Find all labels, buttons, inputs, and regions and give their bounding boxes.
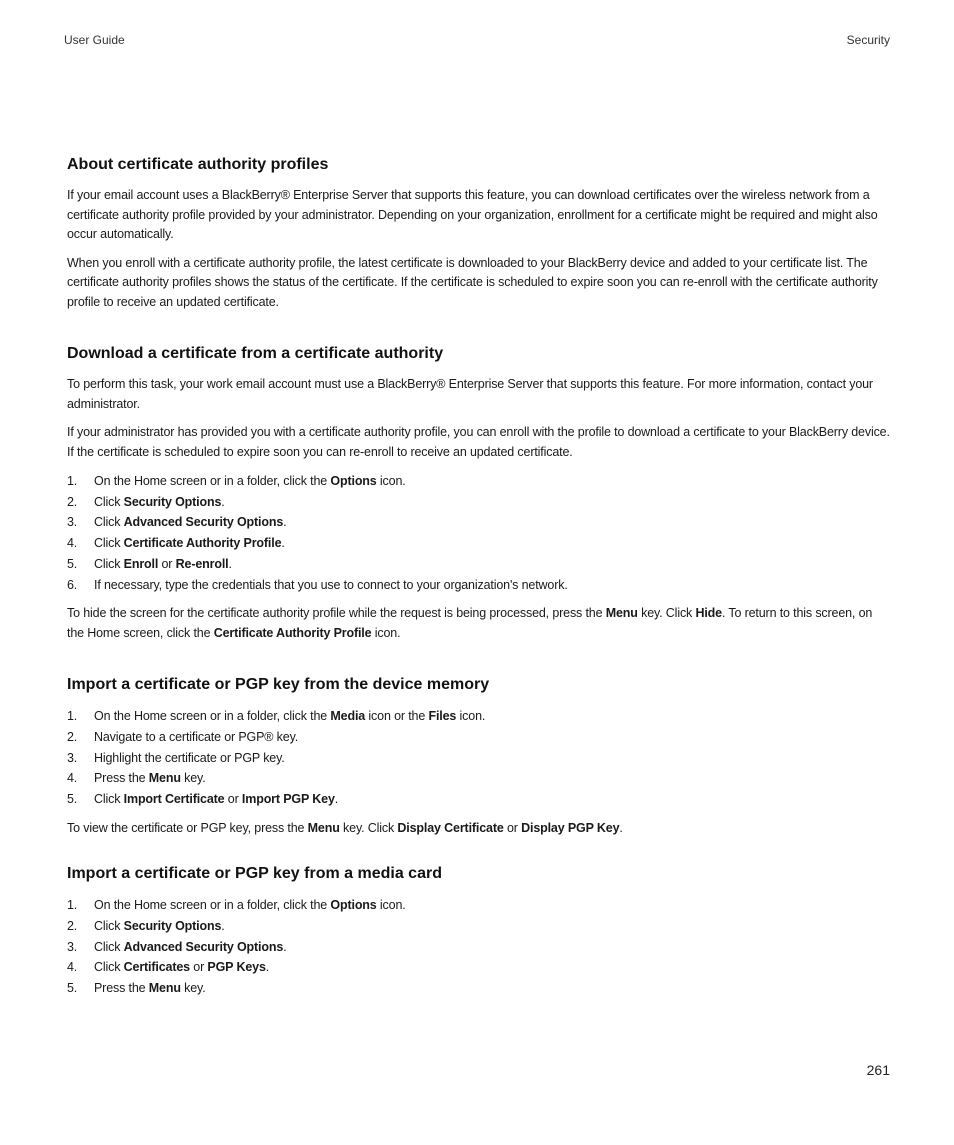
step-number: 4. — [67, 771, 78, 786]
ui-term: Menu — [148, 981, 181, 996]
text-run: . — [283, 939, 287, 954]
text-run: To view the certificate or PGP key, press the — [67, 820, 308, 835]
paragraph — [67, 375, 890, 414]
section-about-certificate-authority-profiles — [67, 155, 890, 312]
text-run: Click — [94, 960, 124, 975]
step-number: 3. — [67, 939, 78, 954]
text-run: . To return to this screen, on the Home screen, click the — [67, 606, 873, 640]
step-number: 3. — [67, 750, 78, 765]
text-run: Navigate to a certificate or PGP® key. — [94, 729, 299, 744]
text-run: Press the — [94, 981, 149, 996]
ui-term: Files — [428, 709, 457, 724]
text-run: To hide the screen for the certificate authority profile while the request is being processed, press the — [67, 606, 606, 621]
section-heading: About certificate authority profiles — [67, 156, 329, 173]
section-download-a-certificate-from-a-certificate-authority — [67, 344, 890, 643]
step-number: 2. — [67, 494, 78, 509]
ui-term: Options — [330, 898, 377, 913]
text-run: icon. — [456, 709, 486, 724]
section-import-a-certificate-or-pgp-key-from-the-device-memory — [67, 675, 890, 838]
step-number: 6. — [67, 577, 78, 592]
text-run: When you enroll with a certificate authority profile, the latest certificate is downloaded to your BlackBerry device and added to your certificate list. The certificate authority profiles shows the status of the certificate. If the certificate is scheduled to expire soon you can re-enroll with the certificate authority profile to receive an updated certificate. — [67, 255, 878, 309]
text-run: To perform this task, your work email account must use a BlackBerry® Enterprise Server that supports this feature. For more information, contact your administrator. — [67, 377, 873, 411]
text-run: On the Home screen or in a folder, click the — [94, 474, 331, 488]
ui-term: Import PGP Key — [241, 792, 335, 807]
step-item — [67, 916, 890, 937]
step-number: 4. — [67, 536, 78, 551]
ui-term: Menu — [605, 606, 638, 621]
text-run: Click — [94, 918, 124, 933]
text-run: Click — [94, 515, 124, 530]
steps-list — [67, 471, 890, 595]
ui-term: Certificate Authority Profile — [123, 536, 282, 551]
step-number: 5. — [67, 556, 78, 571]
ui-term: Advanced Security Options — [123, 939, 284, 954]
ui-term: Import Certificate — [123, 792, 225, 807]
text-run: . — [265, 960, 270, 975]
step-number: 2. — [67, 918, 78, 933]
text-run: key. Click — [339, 820, 398, 835]
paragraph — [67, 423, 890, 462]
ui-term: Options — [330, 474, 377, 488]
text-run: On the Home screen or in a folder, click the — [94, 898, 331, 913]
ui-term: Menu — [307, 820, 340, 835]
text-run: key. Click — [637, 606, 696, 621]
step-item — [67, 533, 890, 554]
text-run: . — [334, 792, 339, 807]
text-run: Highlight the certificate or PGP key. — [94, 750, 285, 765]
step-item — [67, 706, 890, 727]
text-run: Click — [94, 792, 124, 807]
text-run: . — [221, 494, 225, 509]
text-run: Press the — [94, 771, 149, 786]
step-item — [67, 554, 890, 575]
step-item — [67, 957, 890, 978]
step-item — [67, 471, 890, 492]
ui-term: Enroll — [123, 556, 159, 571]
text-run: icon or the — [365, 709, 429, 724]
section-import-a-certificate-or-pgp-key-from-a-media-card — [67, 864, 890, 999]
ui-term: Media — [330, 709, 366, 724]
section-heading: Import a certificate or PGP key from a media card — [67, 865, 442, 883]
step-item — [67, 978, 890, 999]
text-run: or — [189, 960, 208, 975]
step-number: 1. — [67, 474, 78, 488]
text-run: icon. — [376, 474, 406, 488]
ui-term: Hide — [695, 606, 722, 621]
text-run: Click — [94, 536, 124, 551]
text-run: or — [503, 820, 522, 835]
step-number: 3. — [67, 515, 78, 530]
text-run: key. — [180, 981, 206, 996]
step-item — [67, 492, 890, 513]
step-number: 2. — [67, 729, 78, 744]
text-run: . — [221, 918, 225, 933]
page-content — [67, 155, 890, 1031]
text-run: key. — [180, 771, 206, 786]
step-item — [67, 512, 890, 533]
text-run: or — [224, 792, 242, 807]
step-item — [67, 575, 890, 596]
text-run: If your administrator has provided you with a certificate authority profile, you can enroll with the profile to download a certificate to your BlackBerry device. If the certificate is scheduled to expire soon you can re-enroll to receive an updated certificate. — [67, 425, 890, 459]
ui-term: Security Options — [123, 494, 222, 509]
text-run: icon. — [371, 625, 401, 640]
step-item — [67, 727, 890, 748]
section-heading: Import a certificate or PGP key from the device memory — [67, 676, 490, 694]
step-item — [67, 768, 890, 789]
ui-term: Advanced Security Options — [123, 515, 284, 530]
ui-term: Certificates — [123, 960, 190, 975]
text-run: . — [281, 536, 285, 551]
paragraph — [67, 254, 890, 313]
page-number: 261 — [866, 1062, 890, 1078]
ui-term: Re-enroll — [175, 556, 229, 571]
text-run: Click — [94, 939, 124, 954]
step-item — [67, 748, 890, 769]
text-run: . — [228, 556, 232, 571]
running-header-right: Security — [846, 33, 890, 47]
step-number: 1. — [67, 898, 78, 913]
step-item — [67, 895, 890, 916]
step-item — [67, 937, 890, 958]
ui-term: Menu — [148, 771, 181, 786]
text-run: or — [158, 556, 176, 571]
text-run: On the Home screen or in a folder, click the — [94, 709, 331, 724]
paragraph — [67, 819, 890, 839]
text-run: icon. — [376, 898, 406, 913]
ui-term: Certificate Authority Profile — [213, 625, 372, 640]
steps-list — [67, 895, 890, 999]
text-run: . — [619, 820, 623, 835]
text-run: If your email account uses a BlackBerry® Enterprise Server that supports this feature, you can download certificates over the wireless network from a certificate authority profile provided by your administrator. Depending on your organization, enrollment for a certificate might be required and might also occur automatically. — [67, 188, 878, 241]
running-header-left: User Guide — [64, 33, 125, 47]
ui-term: PGP Keys — [207, 960, 266, 975]
step-number: 5. — [67, 792, 78, 807]
step-number: 1. — [67, 709, 78, 724]
ui-term: Display PGP Key — [521, 820, 620, 835]
step-item — [67, 789, 890, 810]
text-run: If necessary, type the credentials that you use to connect to your organization's network. — [94, 577, 568, 592]
ui-term: Display Certificate — [397, 820, 504, 835]
ui-term: Security Options — [123, 918, 222, 933]
text-run: Click — [94, 556, 124, 571]
text-run: . — [283, 515, 287, 530]
section-heading: Download a certificate from a certificate authority — [67, 345, 444, 362]
paragraph — [67, 186, 890, 245]
paragraph — [67, 604, 890, 643]
step-number: 5. — [67, 981, 78, 996]
steps-list — [67, 706, 890, 810]
text-run: Click — [94, 494, 124, 509]
step-number: 4. — [67, 960, 78, 975]
